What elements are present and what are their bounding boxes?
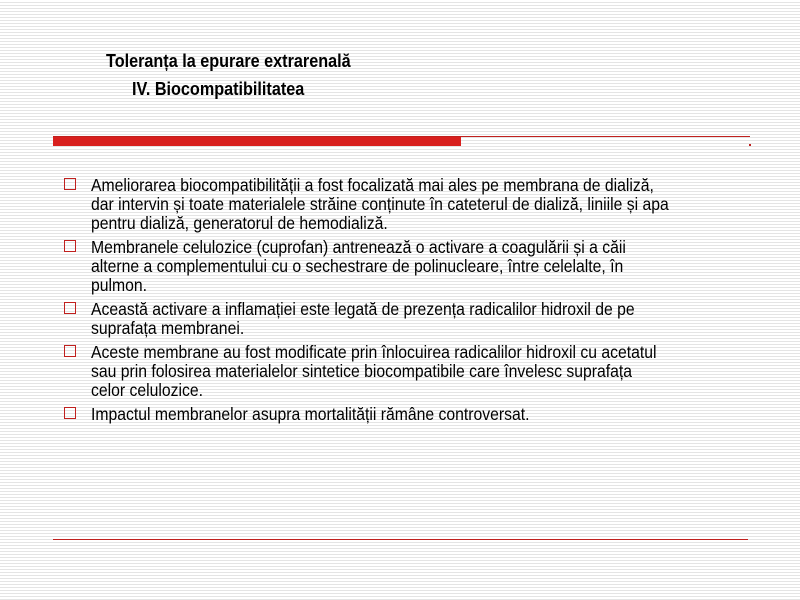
bullet-item xyxy=(64,176,764,233)
bullet-line: suprafața membranei. xyxy=(91,318,245,338)
bullet-line: pulmon. xyxy=(91,275,148,295)
hollow-square-bullet-icon xyxy=(64,178,76,190)
hollow-square-bullet-icon xyxy=(64,240,76,252)
bullet-line: Această activare a inflamației este legată de prezența radicalilor hidroxil de pe xyxy=(91,299,635,319)
bullet-line: pentru dializă, generatorul de hemodializă. xyxy=(91,213,388,233)
bullet-text xyxy=(91,238,757,295)
bullet-item xyxy=(64,238,764,295)
slide-title-line-1: Toleranța la epurare extrarenală xyxy=(106,51,351,71)
top-accent-bar xyxy=(53,137,461,146)
slide-title-line-2: IV. Biocompatibilitatea xyxy=(132,79,305,99)
top-divider-end-mark xyxy=(749,144,751,146)
bullet-line: Membranele celulozice (cuprofan) antrenează o activare a coagulării și a căii xyxy=(91,237,626,257)
bullet-text xyxy=(91,300,757,338)
bullet-line: sau prin folosirea materialelor sintetice biocompatibile care învelesc suprafața xyxy=(91,361,633,381)
bullet-line: Aceste membrane au fost modificate prin înlocuirea radicalilor hidroxil cu acetatul xyxy=(91,342,657,362)
bullet-text xyxy=(91,343,757,400)
hollow-square-bullet-icon xyxy=(64,407,76,419)
bullet-line: celor celulozice. xyxy=(91,380,204,400)
bullet-item xyxy=(64,300,764,338)
bullet-text xyxy=(91,176,757,233)
bullet-list xyxy=(64,176,764,429)
bullet-line: Impactul membranelor asupra mortalității rămâne controversat. xyxy=(91,404,530,424)
hollow-square-bullet-icon xyxy=(64,302,76,314)
hollow-square-bullet-icon xyxy=(64,345,76,357)
bullet-line: dar intervin și toate materialele străine conținute în cateterul de dializă, liniile și apa xyxy=(91,194,669,214)
bullet-text xyxy=(91,405,757,424)
bullet-item xyxy=(64,405,764,424)
bullet-line: Ameliorarea biocompatibilității a fost focalizată mai ales pe membrana de dializă, xyxy=(91,175,654,195)
bullet-item xyxy=(64,343,764,400)
bullet-line: alterne a complementului cu o sechestrare de polinucleare, între celelalte, în xyxy=(91,256,624,276)
bottom-divider-line xyxy=(53,539,748,540)
